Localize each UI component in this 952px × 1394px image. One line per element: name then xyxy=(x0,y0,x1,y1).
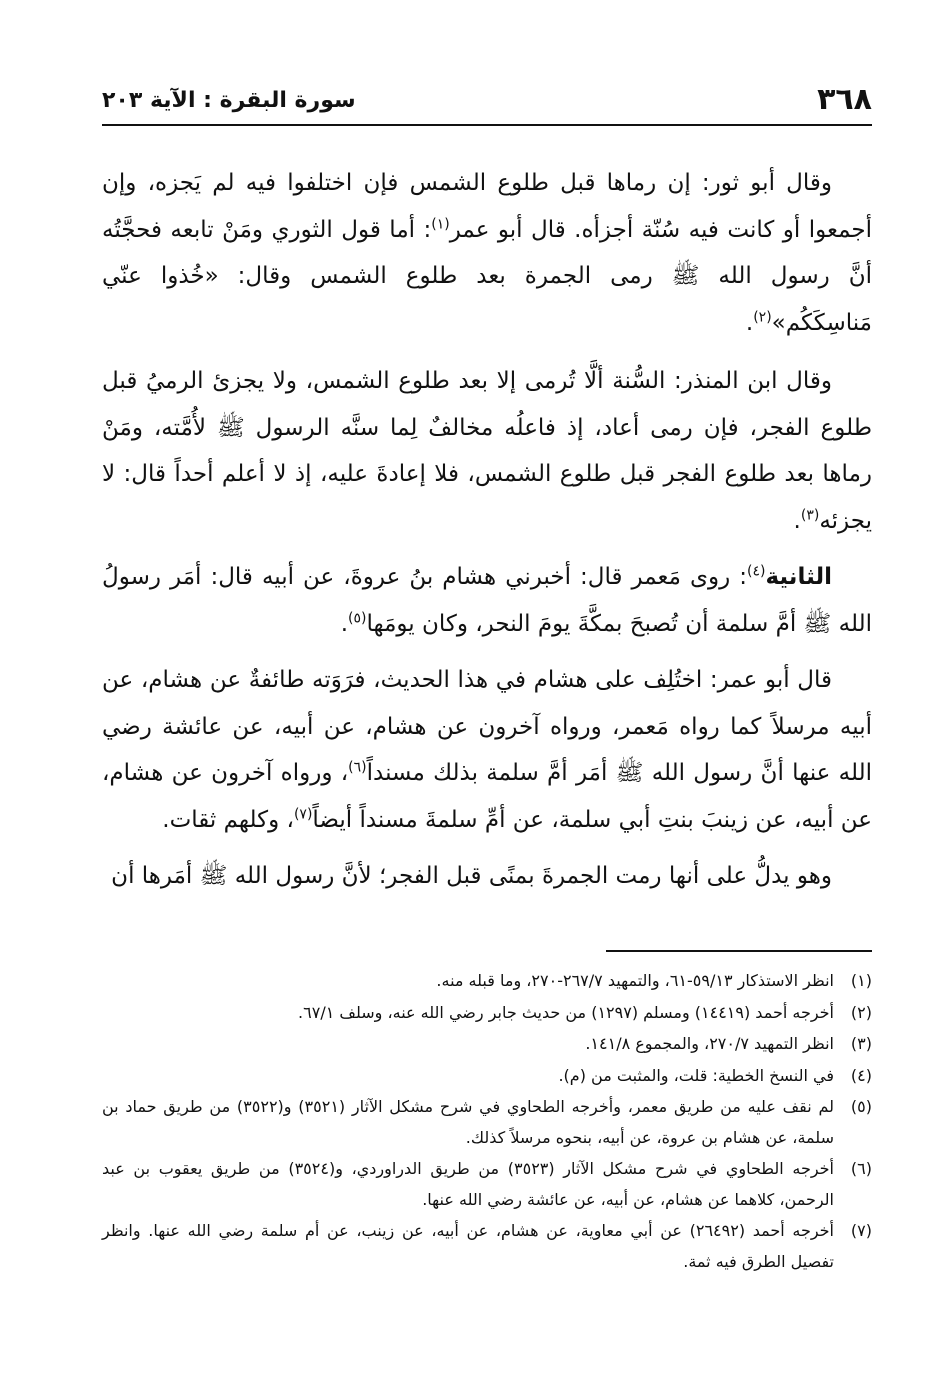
footnote-item xyxy=(102,966,872,997)
paragraph-text: : روى مَعمر قال: أخبرني هشام بنُ عروةَ، عن أبيه قال: أمَر رسولُ الله ﷺ أمَّ سلمة أن تُصبحَ بمكَّةَ يومَ النحر، وكان يومَها xyxy=(102,564,872,637)
footnote-ref: (٣) xyxy=(800,506,820,523)
footnote-rule xyxy=(606,950,872,952)
paragraph xyxy=(102,554,872,647)
footnote-ref: (٤) xyxy=(747,563,766,580)
footnote-number: (٦) xyxy=(850,1159,872,1178)
paragraph-text: . xyxy=(340,610,348,637)
footnote-text: انظر التمهيد ٢٧٠/٧، والمجموع ١٤١/٨. xyxy=(585,1034,834,1053)
paragraph-text: وقال ابن المنذر: السُّنة ألَّا تُرمى إلا بعد طلوع الشمس، ولا يجزئ الرميُ قبل طلوع الفجر، فإن رمى أعاد، إذ فاعلُه مخالفٌ لِما سنَّه الرسول ﷺ لأُمَّته، ومَنْ رماها بعد طلوع الفجر قبل طلوع الشمس، فلا إعادةَ عليه، إذ لا أعلم أحداً قال: لا يجزئه xyxy=(102,368,872,534)
paragraph-text: قال أبو عمر: اختُلِف على هشام في هذا الحديث، فرَوَته طائفةٌ عن هشام، عن أبيه مرسلاً كما رواه مَعمر، ورواه آخرون عن هشام، عن أبيه، عن عائشة رضي الله عنها أنَّ رسول الله ﷺ أمَر أمَّ سلمة بذلك مسنداً xyxy=(102,667,872,786)
running-title: سورة البقرة : الآية ٢٠٣ xyxy=(102,88,356,113)
paragraph-text: وقال أبو ثور: إن رماها قبل طلوع الشمس فإن اختلفوا فيه لم يَجزه، وإن أجمعوا أو كانت فيه سُنّة أجزأه. قال أبو عمر xyxy=(102,170,872,243)
footnote-ref: (٧) xyxy=(293,805,313,822)
footnote-item xyxy=(102,1061,872,1092)
paragraph-text: ، ورواه آخرون عن هشام، عن أبيه، عن زينبَ بنتِ أبي سلمة، عن أمِّ سلمةَ مسنداً أيضاً xyxy=(102,760,872,833)
footnote-ref: (٦) xyxy=(348,759,367,776)
footnotes xyxy=(102,966,872,1278)
footnote-text: أخرجه أحمد (١٤٤١٩) ومسلم (١٢٩٧) من حديث جابر رضي الله عنه، وسلف ٦٧/١. xyxy=(298,1002,834,1022)
footnote-number: (٣) xyxy=(850,1034,872,1053)
footnote-number: (٢) xyxy=(850,1002,872,1022)
paragraph-lead: الثانية xyxy=(765,564,832,590)
paragraph xyxy=(102,358,872,544)
paragraph xyxy=(102,657,872,843)
paragraph-text: : أما قول الثوري ومَنْ تابعه فحجَّتُه أنَّ رسول الله ﷺ رمى الجمرة بعد طلوع الشمس وقال: «خُذوا عنّي مَناسِكَكُم» xyxy=(102,216,872,336)
footnote-item xyxy=(102,998,872,1029)
footnote-text: أخرجه الطحاوي في شرح مشكل الآثار (٣٥٢٣) من طريق الدراوردي، و(٣٥٢٤) من طريق يعقوب بن عبد الرحمن، كلاهما عن هشام، عن أبيه، عن عائشة رضي الله عنها. xyxy=(102,1159,834,1209)
paragraph xyxy=(102,160,872,346)
main-text xyxy=(102,160,872,910)
footnote-ref: (٢) xyxy=(753,308,772,325)
footnote-text: في النسخ الخطية: قلت، والمثبت من (م). xyxy=(558,1065,834,1085)
page-number: ٣٦٨ xyxy=(817,82,872,117)
paragraph-text: . xyxy=(793,507,801,534)
header-rule xyxy=(102,124,872,126)
footnote-ref: (٥) xyxy=(348,609,367,626)
page-header xyxy=(102,80,872,120)
footnote-ref: (١) xyxy=(431,215,450,232)
footnote-number: (٥) xyxy=(850,1097,872,1116)
footnote-number: (٤) xyxy=(850,1065,872,1085)
footnote-number: (١) xyxy=(850,971,872,990)
footnote-text: انظر الاستذكار ٥٩/١٣-٦١، والتمهيد ٢٦٧/٧-٢٧٠، وما قبله منه. xyxy=(436,971,834,990)
footnote-item xyxy=(102,1029,872,1060)
footnote-item xyxy=(102,1216,872,1277)
paragraph xyxy=(102,853,872,900)
paragraph-text: . xyxy=(745,309,754,336)
paragraph-text: ، وكلهم ثقات. xyxy=(162,806,294,833)
paragraph-text: وهو يدلُّ على أنها رمت الجمرةَ بمنًى قبل الفجر؛ لأنَّ رسول الله ﷺ أمَرها أن xyxy=(111,863,832,889)
footnote-item xyxy=(102,1154,872,1215)
footnote-item xyxy=(102,1092,872,1153)
footnote-number: (٧) xyxy=(850,1221,872,1240)
footnote-text: لم نقف عليه من طريق معمر، وأخرجه الطحاوي في شرح مشكل الآثار (٣٥٢١) و(٣٥٢٢) من طريق حماد بن سلمة، عن هشام بن عروة، عن أبيه، بنحوه مرسلاً كذلك. xyxy=(102,1097,835,1147)
footnote-text: أخرجه أحمد (٢٦٤٩٢) عن أبي معاوية، عن هشام، عن أبيه، عن زينب، عن أم سلمة رضي الله عنها. وانظر تفصيل الطرق فيه ثمة. xyxy=(102,1221,834,1271)
